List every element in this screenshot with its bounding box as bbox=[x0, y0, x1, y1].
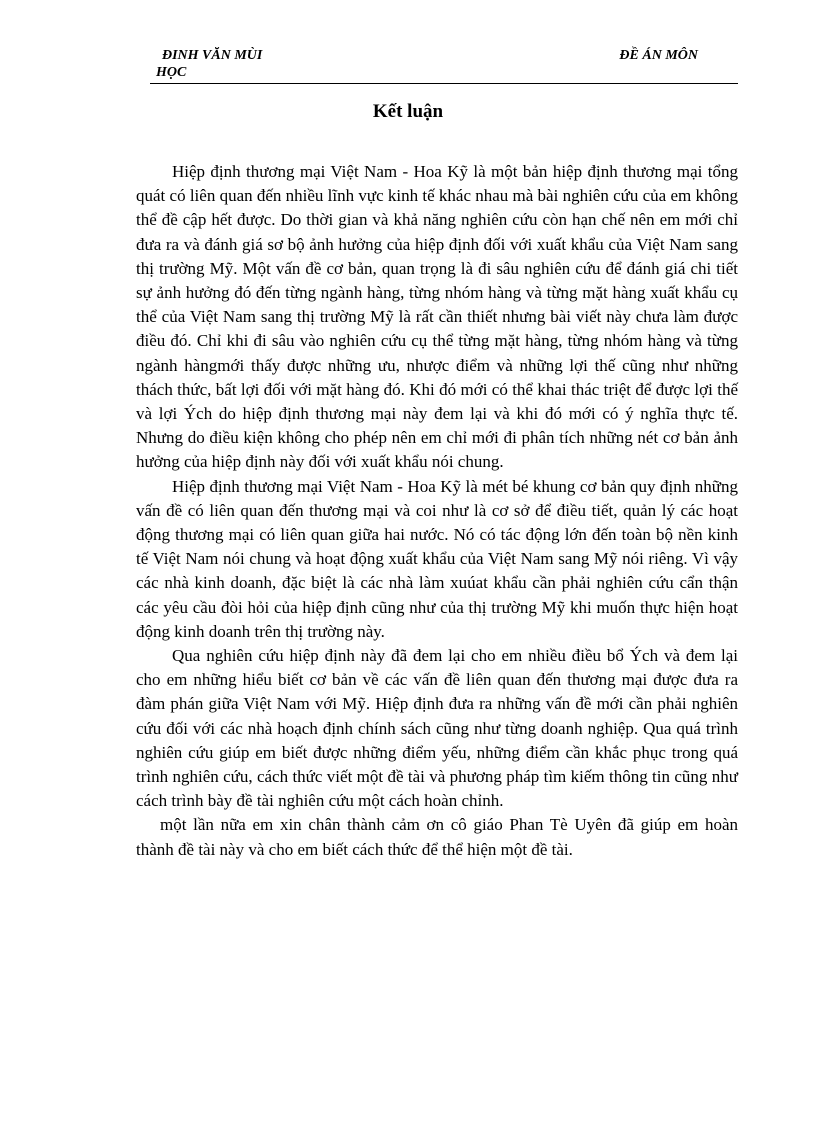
paragraph-2: Hiệp định thương mại Việt Nam - Hoa Kỹ là mét bé khung cơ bản quy định những vấn đề có liên quan đến thương mại và coi như là cơ sở để điều tiết, quản lý các hoạt động thương mại có liên quan giữa hai nước. Nó có tác động lớn đến toàn bộ nền kinh tế Việt Nam nói chung và hoạt động xuất khẩu của Việt Nam sang Mỹ nói riêng. Vì vậy các nhà kinh doanh, đặc biệt là các nhà làm xuúat khẩu cần phải nghiên cứu cẩn thận các yêu cầu đòi hỏi của hiệp định cũng như của thị trường Mỹ khi muốn thực hiện hoạt động kinh doanh trên thị trường này. bbox=[136, 476, 738, 641]
header-author-continued: HỌC bbox=[156, 65, 187, 80]
header-author: ĐINH VĂN MÙI bbox=[162, 48, 263, 63]
paragraph-1: Hiệp định thương mại Việt Nam - Hoa Kỹ là một bản hiệp định thương mại tổng quát có liên quan đến nhiều lĩnh vực kinh tế khác nhau mà bài nghiên cứu của em không thể đề cập hết được. Do thời gian và khả năng nghiên cứu còn hạn chế nên em mới chỉ đưa ra và đánh giá sơ bộ ảnh hưởng của hiệp định đối với xuất khẩu của Việt Nam sang thị trường Mỹ. Một vấn đề cơ bản, quan trọng là đi sâu nghiên cứu để đánh giá chi tiết sự ảnh hưởng đó đến từng ngành hàng, từng nhóm hàng và từng mặt hàng xuất khẩu cụ thể của Việt Nam sang thị trường Mỹ là rất cần thiết nhưng bài viết này chưa làm được điều đó. Chỉ khi đi sâu vào nghiên cứu cụ thể từng mặt hàng, từng nhóm hàng và từng ngành hàngmới thấy được những ưu, nhược điểm và những lợi thế cũng như những thách thức, bất lợi đối với mặt hàng đó. Khi đó mới có thể khai thác triệt để được lợi thế và lợi Ých do hiệp định thương mại này đem lại và khi đó mới có ý nghĩa thực tế. Nhưng do điều kiện không cho phép nên em chỉ mới đi phân tích những nét cơ bản ảnh hưởng của hiệp định này đối với xuất khẩu nói chung. bbox=[136, 162, 738, 472]
page-title: Kết luận bbox=[372, 101, 444, 122]
paragraph-3: Qua nghiên cứu hiệp định này đã đem lại cho em nhiều điều bổ Ých và đem lại cho em những hiểu biết cơ bản về các vấn đề liên quan đến thương mại được đưa ra đàm phán giữa Việt Nam với Mỹ. Hiệp định đưa ra những vấn đề mới cần phải nghiên cứu đối với các nhà hoạch định chính sách cũng như từng doanh nghiệp. Qua quá trình nghiên cứu giúp em biết được những điểm yếu, những điểm cần khắc phục trong quá trình nghiên cứu, cách thức viết một đề tài và phương pháp tìm kiếm thông tin cũng như cách trình bày đề tài nghiên cứu một cách hoàn chỉnh. bbox=[136, 646, 738, 811]
closing-paragraph: một lần nữa em xin chân thành cảm ơn cô giáo Phan Tè Uyên đã giúp em hoàn thành đề tài này và cho em biết cách thức để thể hiện một đề tài. bbox=[136, 815, 738, 859]
header-doc-type: ĐỀ ÁN MÔN bbox=[619, 48, 698, 63]
document-body bbox=[136, 160, 738, 862]
page-header bbox=[150, 47, 738, 84]
